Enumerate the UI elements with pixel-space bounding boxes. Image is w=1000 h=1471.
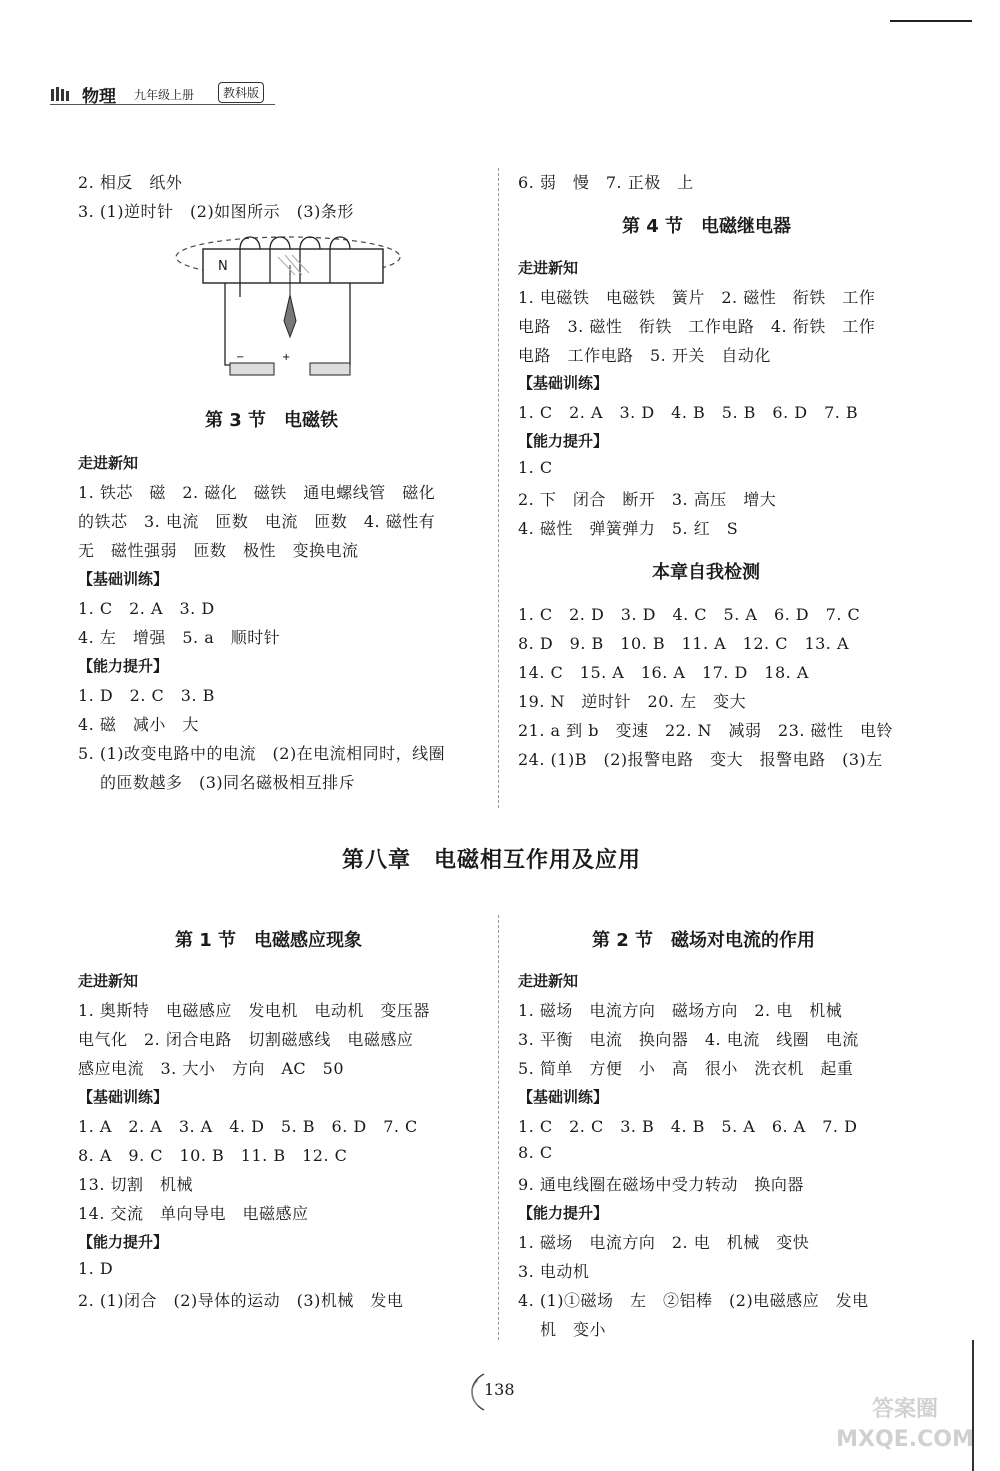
answer-line: 5. (1)改变电路中的电流 (2)在电流相同时，线圈 (78, 744, 446, 763)
answer-line: 机 变小 (540, 1320, 607, 1339)
column-divider-top (498, 168, 499, 808)
subheading-jichu: 【基础训练】 (518, 1088, 609, 1106)
answer-line: 14. C 15. A 16. A 17. D 18. A (518, 663, 809, 682)
answer-line: 1. A 2. A 3. A 4. D 5. B 6. D 7. C (78, 1117, 418, 1136)
header-subject: 物理 (82, 87, 116, 107)
section-title-3: 第 3 节 电磁铁 (205, 410, 339, 431)
answer-line: 无 磁性强弱 匝数 极性 变换电流 (78, 541, 359, 560)
answer-line: 1. C 2. D 3. D 4. C 5. A 6. D 7. C (518, 605, 861, 624)
subheading-nengli: 【能力提升】 (78, 1233, 169, 1251)
answer-line: 1. 奥斯特 电磁感应 发电机 电动机 变压器 (78, 1001, 430, 1020)
answer-line: 4. 左 增强 5. a 顺时针 (78, 628, 281, 647)
answer-line: 2. 下 闭合 断开 3. 高压 增大 (518, 490, 777, 509)
answer-line: 1. C (518, 458, 553, 477)
watermark-logo: 答案圈 MXQE.COM (836, 1397, 974, 1452)
subheading-nengli: 【能力提升】 (518, 432, 609, 450)
subheading-jichu: 【基础训练】 (78, 1088, 169, 1106)
answer-line: 1. 电磁铁 电磁铁 簧片 2. 磁性 衔铁 工作 (518, 288, 876, 307)
page-edge-line (972, 1340, 974, 1471)
subheading-nengli: 【能力提升】 (78, 657, 169, 675)
chapter-title: 第八章 电磁相互作用及应用 (342, 847, 642, 873)
answer-line: 8. D 9. B 10. B 11. A 12. C 13. A (518, 634, 850, 653)
answer-line: 19. N 逆时针 20. 左 变大 (518, 692, 747, 711)
header-logo-icon (50, 86, 72, 102)
answer-line: 4. 磁性 弹簧弹力 5. 红 S (518, 519, 739, 538)
answer-line: 1. D 2. C 3. B (78, 686, 215, 705)
top-right-rule (890, 20, 972, 22)
answer-line: 1. 磁场 电流方向 2. 电 机械 变快 (518, 1233, 810, 1252)
answer-line: 3. (1)逆时针 (2)如图所示 (3)条形 (78, 202, 354, 221)
answer-line: 2. 相反 纸外 (78, 173, 183, 192)
header-rule (50, 104, 275, 105)
section-title-1: 第 1 节 电磁感应现象 (175, 930, 363, 951)
header-grade: 九年级上册 (134, 88, 195, 102)
answer-line: 3. 平衡 电流 换向器 4. 电流 线圈 电流 (518, 1030, 859, 1049)
column-divider-bottom (498, 915, 499, 1340)
answer-line: 电路 工作电路 5. 开关 自动化 (518, 346, 771, 365)
subheading-zoujin: 走进新知 (518, 972, 579, 990)
answer-line: 电路 3. 磁性 衔铁 工作电路 4. 衔铁 工作 (518, 317, 876, 336)
answer-line: 1. C 2. A 3. D 4. B 5. B 6. D 7. B (518, 403, 859, 422)
answer-line: 的匝数越多 (3)同名磁极相互排斥 (100, 773, 356, 792)
svg-text:+: + (282, 352, 291, 363)
subheading-jichu: 【基础训练】 (518, 374, 609, 392)
section-title-2: 第 2 节 磁场对电流的作用 (592, 930, 816, 951)
answer-line: 21. a 到 b 变速 22. N 减弱 23. 磁性 电铃 (518, 721, 894, 740)
solenoid-figure (170, 225, 410, 390)
answer-line: 2. (1)闭合 (2)导体的运动 (3)机械 发电 (78, 1291, 404, 1310)
answer-line: 13. 切割 机械 (78, 1175, 194, 1194)
chapter-self-check-title: 本章自我检测 (652, 562, 760, 583)
answer-line: 8. C (518, 1143, 553, 1162)
answer-line: 8. A 9. C 10. B 11. B 12. C (78, 1146, 348, 1165)
answer-line: 3. 电动机 (518, 1262, 590, 1281)
subheading-jichu: 【基础训练】 (78, 570, 169, 588)
answer-line: 6. 弱 慢 7. 正极 上 (518, 173, 694, 192)
answer-line: 的铁芯 3. 电流 匝数 电流 匝数 4. 磁性有 (78, 512, 436, 531)
header-edition-badge: 教科版 (218, 82, 264, 103)
section-title-4: 第 4 节 电磁继电器 (622, 216, 792, 237)
answer-line: 1. 磁场 电流方向 磁场方向 2. 电 机械 (518, 1001, 843, 1020)
subheading-zoujin: 走进新知 (518, 259, 579, 277)
answer-line: 感应电流 3. 大小 方向 AC 50 (78, 1059, 345, 1078)
answer-line: 1. D (78, 1259, 114, 1278)
answer-line: 4. 磁 减小 大 (78, 715, 199, 734)
figure-n-label: N (218, 259, 228, 274)
answer-line: 24. (1)B (2)报警电路 变大 报警电路 (3)左 (518, 750, 883, 769)
answer-line: 5. 简单 方便 小 高 很小 洗衣机 起重 (518, 1059, 854, 1078)
svg-text:−: − (236, 352, 245, 363)
subheading-zoujin: 走进新知 (78, 972, 139, 990)
page-number: 138 (484, 1380, 515, 1399)
answer-line: 电气化 2. 闭合电路 切割磁感线 电磁感应 (78, 1030, 414, 1049)
answer-line: 14. 交流 单向导电 电磁感应 (78, 1204, 309, 1223)
subheading-zoujin: 走进新知 (78, 454, 139, 472)
answer-line: 9. 通电线圈在磁场中受力转动 换向器 (518, 1175, 804, 1194)
answer-line: 4. (1)①磁场 左 ②铝棒 (2)电磁感应 发电 (518, 1291, 869, 1310)
answer-line: 1. C 2. A 3. D (78, 599, 215, 618)
subheading-nengli: 【能力提升】 (518, 1204, 609, 1222)
answer-line: 1. 铁芯 磁 2. 磁化 磁铁 通电螺线管 磁化 (78, 483, 436, 502)
answer-line: 1. C 2. C 3. B 4. B 5. A 6. A 7. D (518, 1117, 858, 1136)
